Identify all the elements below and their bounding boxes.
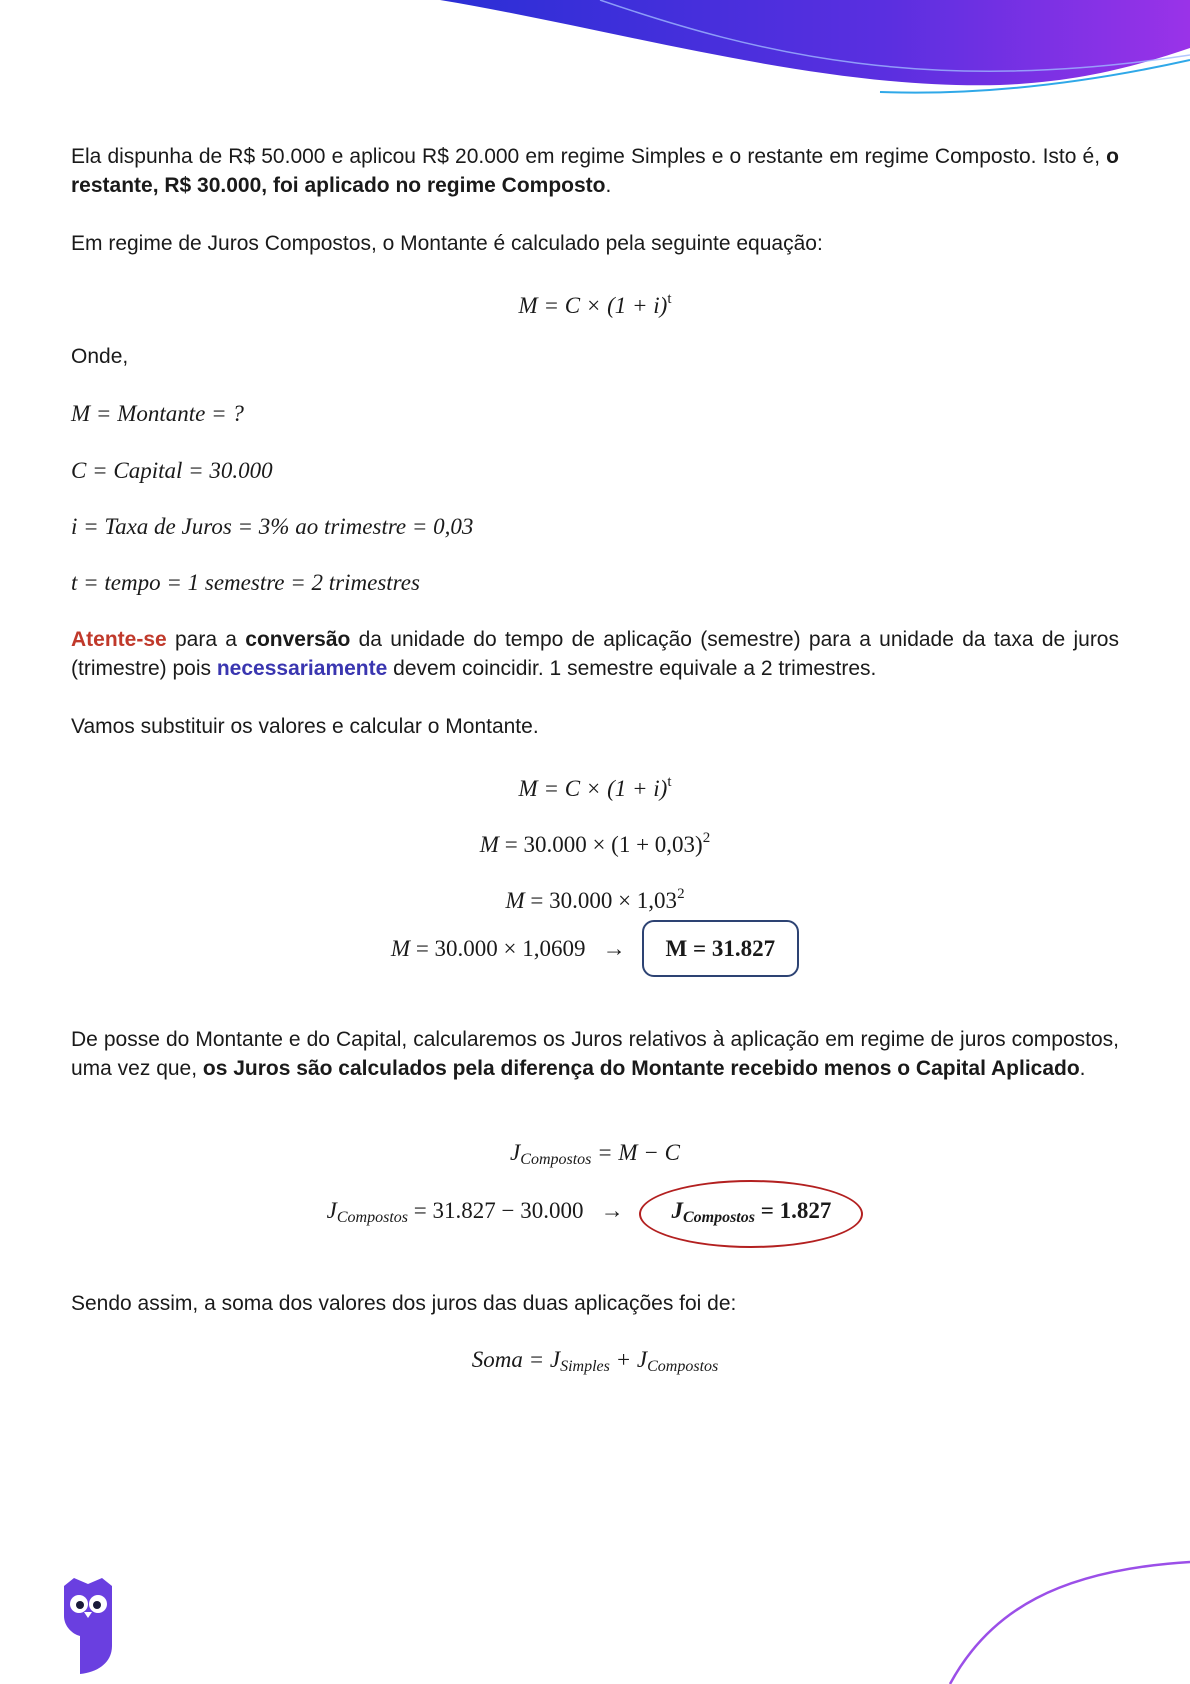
atencao-label: Atente-se — [71, 628, 167, 651]
paragraph-atencao: Atente-se para a conversão da unidade do tempo de aplicação (semestre) para a unidade da taxa de juros (trimestre) pois necessariamente devem coincidir. 1 semestre equivale a 2 trimestres. — [71, 628, 1119, 680]
juros-calc: $J_{Compostos} = 31.827 - 30.000$ → $J_{Compostos} = 1.827$ — [71, 1180, 1119, 1248]
paragraph-juros: De posse do Montante e do Capital, calcularemos os Juros relativos à aplicação em regime de juros compostos, uma vez que, os Juros são calculados pela diferença do Montante recebido menos o Capital Aplicado. — [71, 1028, 1119, 1080]
formula-montante: $M = C \times (1 + i)^t$ — [518, 291, 672, 318]
paragraph-formula-intro: Em regime de Juros Compostos, o Montante é calculado pela seguinte equação: — [71, 232, 823, 255]
header-wave-decoration — [0, 0, 1190, 100]
definition-t: t = tempo = 1 semestre = 2 trimestres — [71, 570, 420, 595]
definition-m: M = Montante = ? — [71, 401, 244, 426]
calc-step-4: M = 30.000 × 1,0609 → M = 31.827 — [71, 920, 1119, 977]
owl-logo-icon — [60, 1576, 116, 1676]
paragraph-soma: Sendo assim, a soma dos valores dos juros das duas aplicações foi de: — [71, 1292, 737, 1315]
paragraph-onde: Onde, — [71, 345, 129, 368]
paragraph-substituir: Vamos substituir os valores e calcular o Montante. — [71, 715, 539, 738]
definition-i: i = Taxa de Juros = 3% ao trimestre = 0,03 — [71, 514, 474, 539]
soma-formula: Soma = $J_{Simples} + J_{Compostos}$ — [471, 1347, 719, 1375]
montante-result-box: M = 31.827 — [642, 920, 800, 977]
definition-c: C = Capital = 30.000 — [71, 458, 273, 483]
paragraph-intro: Ela dispunha de R$ 50.000 e aplicou R$ 20.000 em regime Simples e o restante em regime Composto. Isto é, o restante, R$ 30.000, foi aplicado no regime Composto. — [71, 145, 1119, 197]
arrow-icon: → — [602, 936, 626, 961]
calc-step-2: $M = 30.000 \times (1 + 0,03)^2$ — [479, 830, 711, 857]
calc-step-3: $M = 30.000 \times 1,03^2$ — [505, 886, 685, 913]
juros-result-circle: $J_{Compostos} = 1.827$ — [639, 1180, 863, 1248]
intro-bold: o restante, R$ 30.000, foi aplicado no regime Composto — [71, 145, 1119, 197]
arrow-icon: → — [600, 1198, 624, 1223]
calc-step-1: $M = C \times (1 + i)^t$ — [518, 774, 672, 801]
footer-curve-decoration — [940, 1550, 1190, 1684]
necessariamente-label: necessariamente — [216, 657, 388, 680]
juros-formula: $J_{Compostos} = M - C$ — [510, 1140, 680, 1168]
